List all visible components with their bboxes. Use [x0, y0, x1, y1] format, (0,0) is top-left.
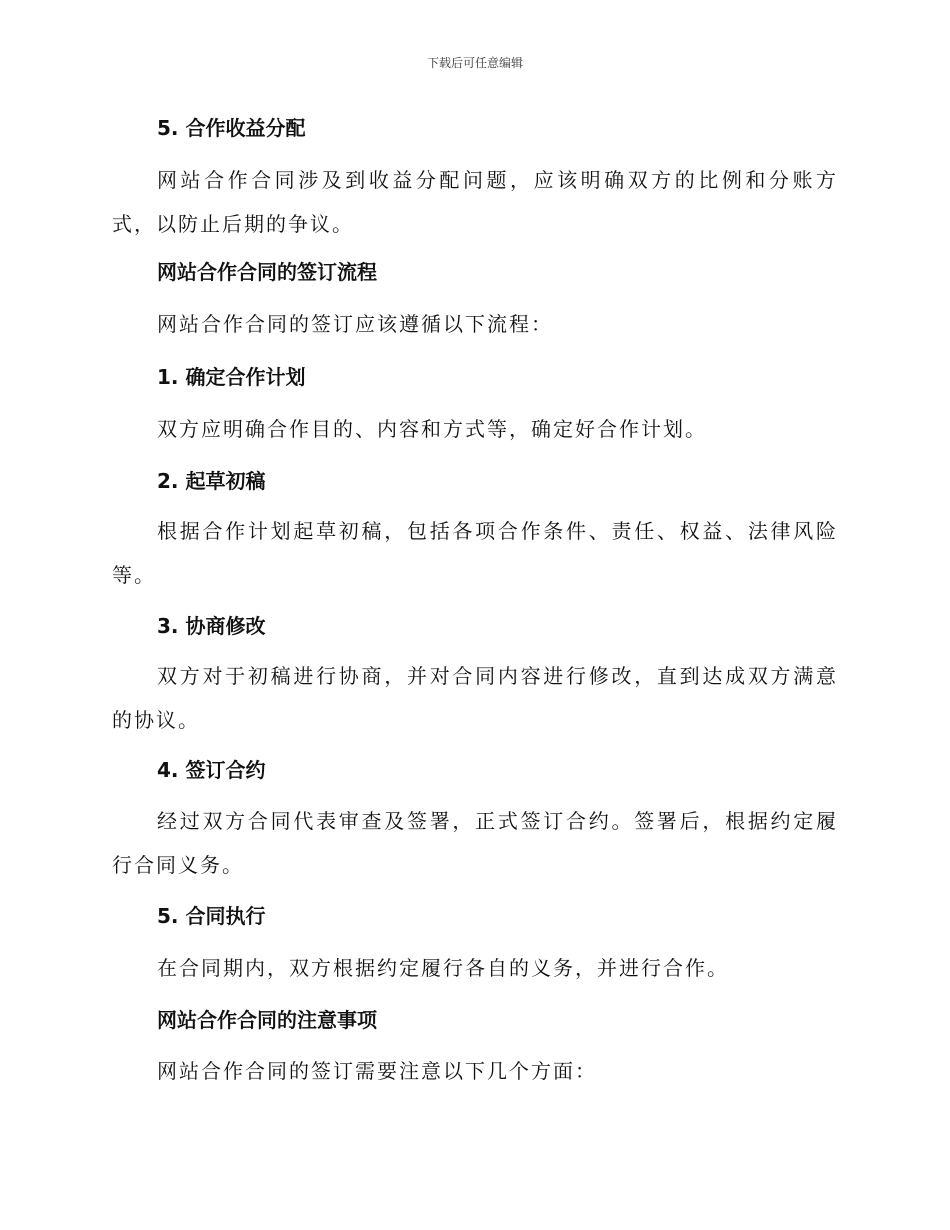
- section-heading: 网站合作合同的签订流程: [157, 260, 377, 284]
- paragraph: 网站合作合同的签订需要注意以下几个方面：: [157, 1059, 597, 1083]
- header-note: 下载后可任意编辑: [426, 56, 523, 70]
- paragraph: 在合同期内，双方根据约定履行各自的义务，并进行合作。: [157, 956, 729, 980]
- section-heading: 5. 合同执行: [157, 904, 266, 928]
- section-heading: 3. 协商修改: [157, 614, 266, 638]
- paragraph: 双方对于初稿进行协商，并对合同内容进行修改，直到达成双方满意的协议。: [112, 664, 838, 732]
- section-heading: 1. 确定合作计划: [157, 365, 306, 389]
- section-heading: 5. 合作收益分配: [157, 116, 306, 140]
- paragraph: 网站合作合同的签订应该遵循以下流程：: [157, 312, 553, 336]
- section-heading: 网站合作合同的注意事项: [157, 1008, 377, 1032]
- section-heading: 2. 起草初稿: [157, 469, 266, 493]
- section-heading: 4. 签订合约: [157, 758, 266, 782]
- paragraph: 双方应明确合作目的、内容和方式等，确定好合作计划。: [157, 417, 707, 441]
- paragraph: 经过双方合同代表审查及签署，正式签订合约。签署后，根据约定履行合同义务。: [112, 809, 838, 877]
- paragraph: 根据合作计划起草初稿，包括各项合作条件、责任、权益、法律风险等。: [112, 519, 838, 587]
- paragraph: 网站合作合同涉及到收益分配问题，应该明确双方的比例和分账方式，以防止后期的争议。: [112, 168, 838, 236]
